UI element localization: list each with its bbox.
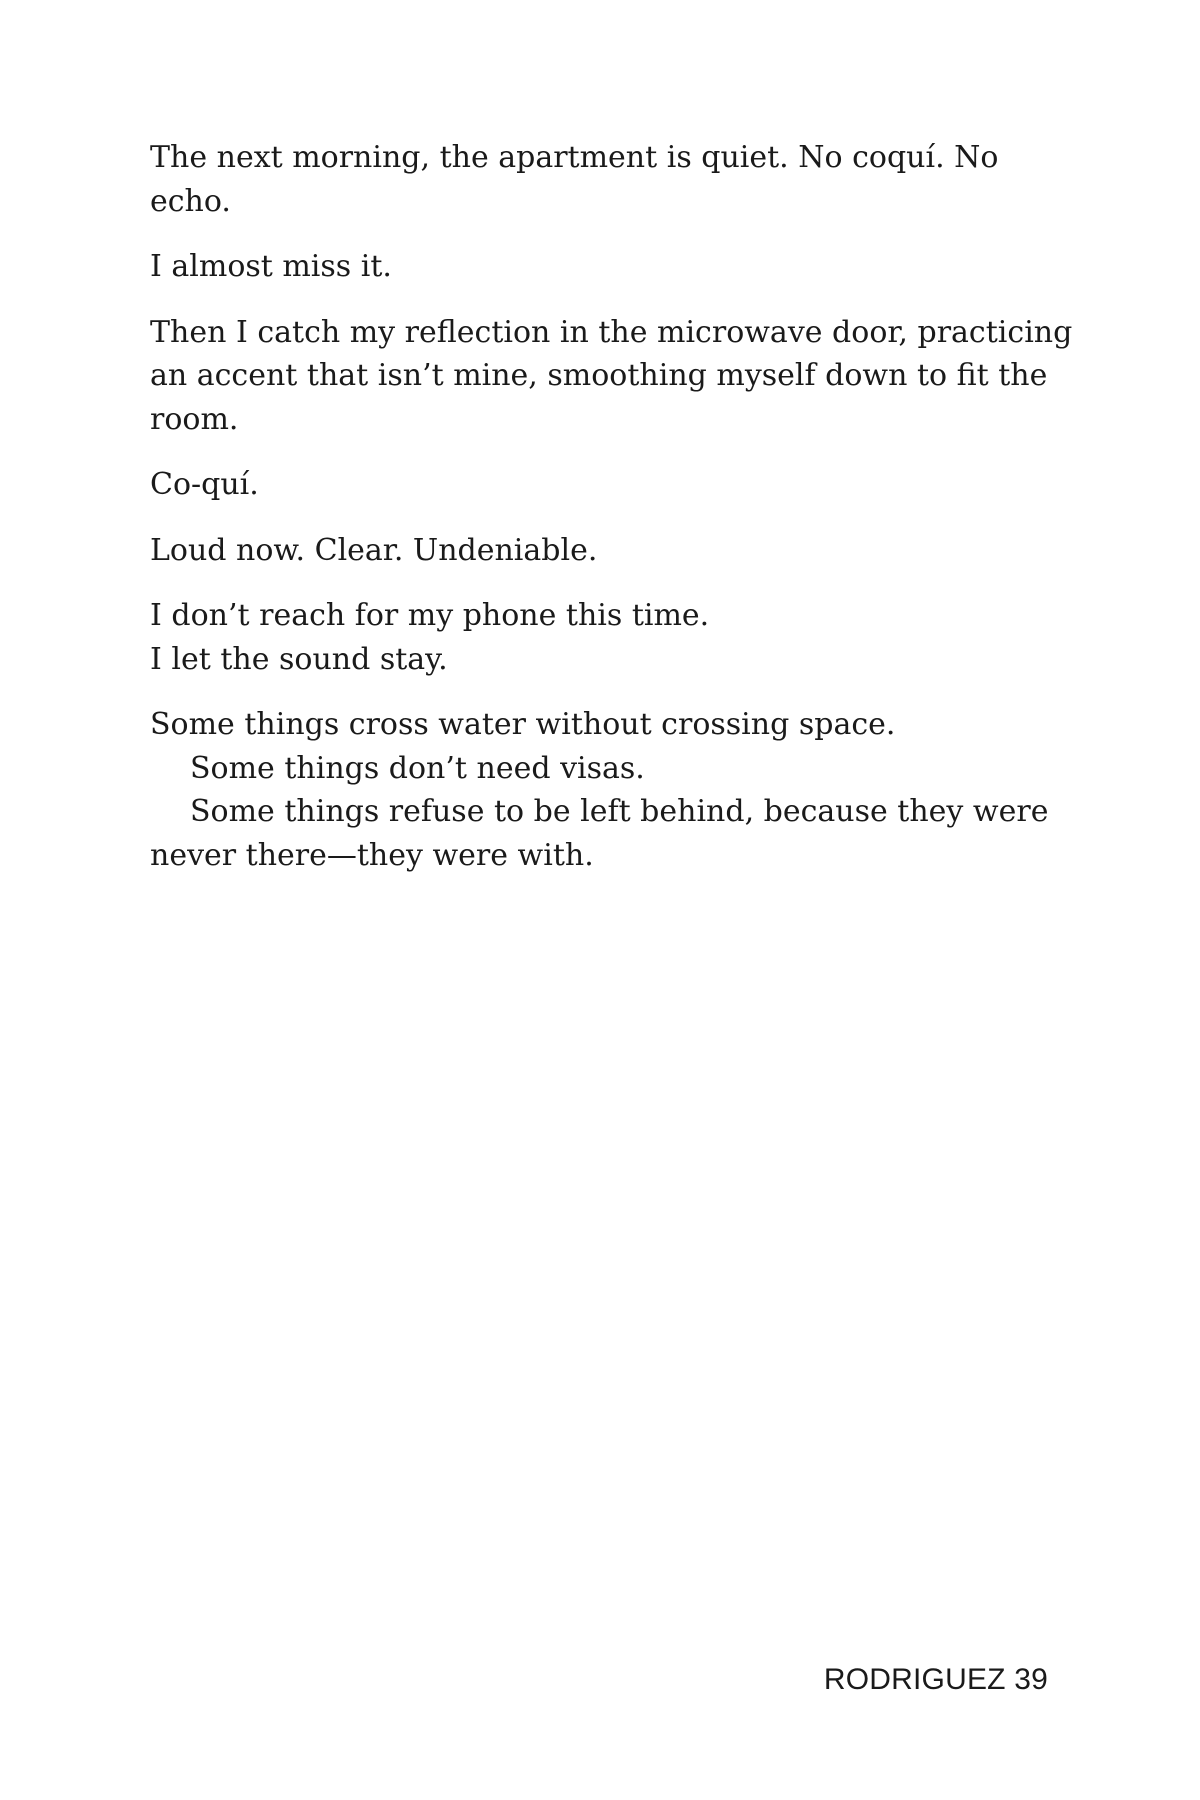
- text-line: an accent that isn’t mine, smoothing myself down to fit the: [150, 358, 1048, 393]
- text-line: I almost miss it.: [150, 249, 392, 284]
- text-line: I let the sound stay.: [150, 641, 448, 677]
- text-line: Some things don’t need visas.: [190, 750, 645, 786]
- text-line: Some things cross water without crossing space.: [150, 707, 896, 742]
- paragraph: [150, 463, 1050, 507]
- text-line: echo.: [150, 183, 231, 219]
- paragraph: [150, 703, 1050, 877]
- text-line: I don’t reach for my phone this time.: [150, 598, 710, 633]
- text-line: The next morning, the apartment is quiet. No coquí. No: [150, 140, 999, 175]
- text-line: room.: [150, 401, 239, 437]
- paragraph: [150, 594, 1050, 681]
- text-line: Then I catch my reflection in the microwave door, practicing: [150, 314, 1073, 350]
- text-line: Loud now. Clear. Undeniable.: [150, 532, 598, 568]
- paragraph: [150, 245, 1050, 289]
- paragraph: [150, 311, 1073, 442]
- running-footer: RODRIGUEZ 39: [823, 1663, 1048, 1696]
- paragraph: [150, 136, 1050, 223]
- text-line: never there—they were with.: [150, 837, 594, 873]
- paragraph: [150, 529, 1050, 573]
- text-line: Some things refuse to be left behind, because they were: [190, 794, 1049, 829]
- text-line: Co-quí.: [150, 467, 259, 502]
- body-text: [150, 136, 1073, 899]
